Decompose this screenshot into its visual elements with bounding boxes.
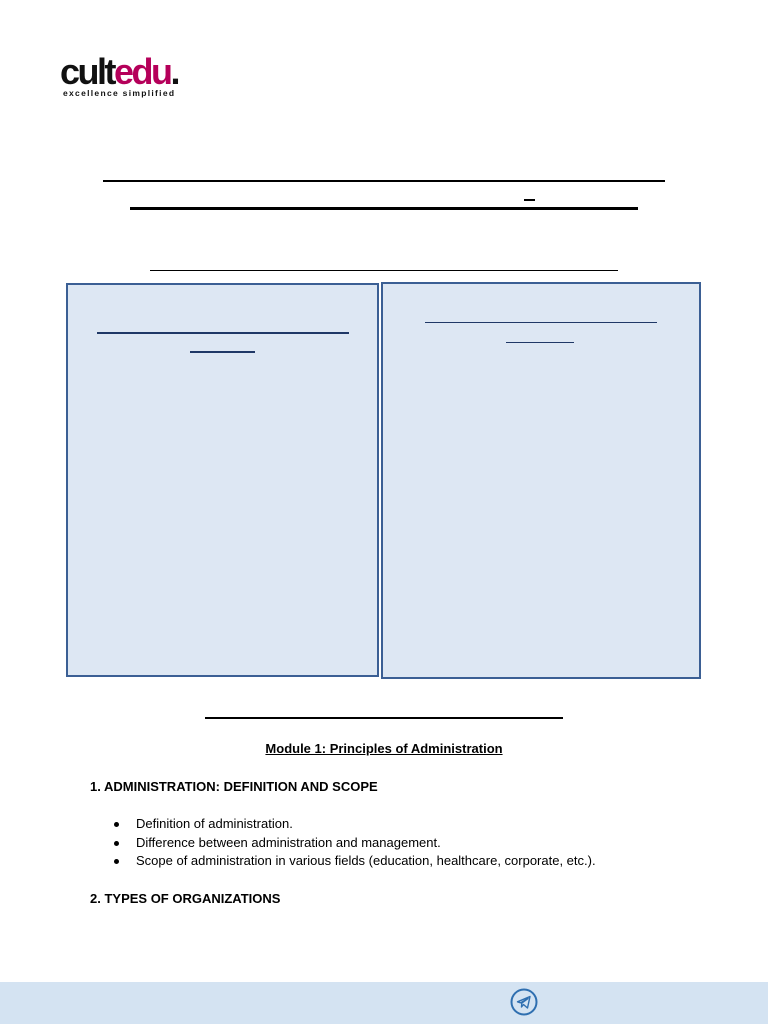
logo-wordmark <box>60 51 179 92</box>
footer-bar <box>0 982 768 1024</box>
info-box-right-underline-1 <box>425 322 657 323</box>
info-box-left <box>66 283 379 677</box>
logo-dot: . <box>170 51 179 92</box>
header-rule-3 <box>150 270 618 271</box>
module-rule <box>205 717 563 719</box>
logo-tagline: excellence simplified <box>63 88 176 98</box>
module-title: Module 1: Principles of Administration <box>265 741 503 756</box>
info-box-left-underline-2 <box>190 351 255 353</box>
list-item: Definition of administration. <box>112 815 596 834</box>
info-box-left-underline-1 <box>97 332 349 334</box>
list-item: Scope of administration in various fields (education, healthcare, corporate, etc.). <box>112 852 596 871</box>
section-heading-2: 2. TYPES OF ORGANIZATIONS <box>90 891 281 906</box>
header-rule-2 <box>130 207 638 210</box>
info-box-right <box>381 282 701 679</box>
header-rule-1 <box>103 180 665 182</box>
header-dash <box>524 199 535 201</box>
logo-text-cult: cult <box>60 51 115 92</box>
info-box-right-underline-2 <box>506 342 574 343</box>
brand-logo <box>60 51 179 98</box>
logo-text-edu: edu <box>114 51 171 92</box>
section-1-bullet-list <box>112 815 596 871</box>
list-item: Difference between administration and management. <box>112 834 596 853</box>
section-heading-1: 1. ADMINISTRATION: DEFINITION AND SCOPE <box>90 779 378 794</box>
telegram-icon[interactable] <box>510 988 538 1016</box>
